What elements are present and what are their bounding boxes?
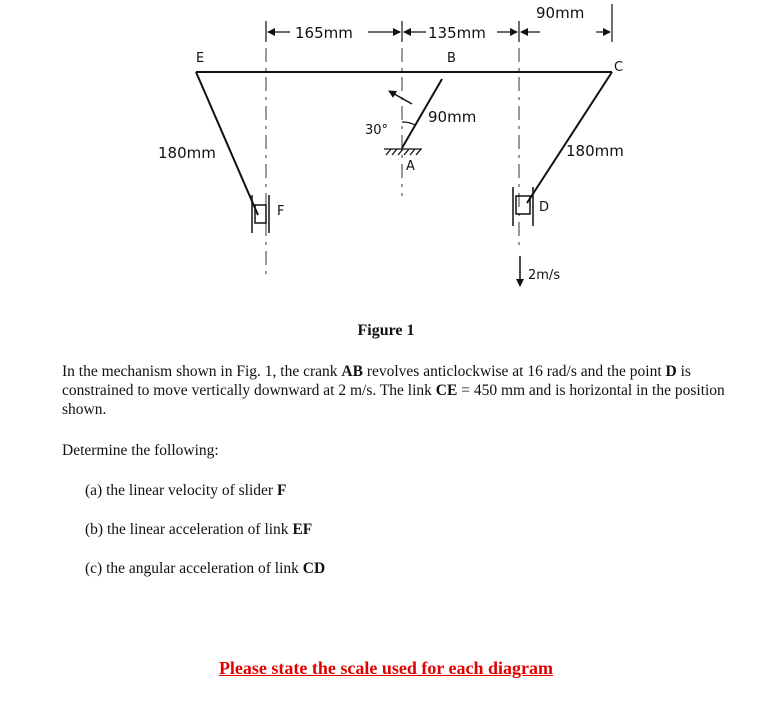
question-b-text: (b) the linear acceleration of link xyxy=(85,521,293,538)
question-a-bold: F xyxy=(276,482,287,499)
dim-cd-label: 180mm xyxy=(566,142,624,160)
question-c-text: (c) the angular acceleration of link xyxy=(85,560,303,577)
point-f-label: F xyxy=(277,204,285,219)
question-a-text: (a) the linear velocity of slider xyxy=(85,482,277,499)
angle-label: 30° xyxy=(365,123,389,138)
dim-crank-label: 90mm xyxy=(428,108,477,126)
problem-statement xyxy=(62,362,738,419)
angle-arc xyxy=(402,122,415,125)
slider-d xyxy=(513,187,533,226)
dim-90-top-label: 90mm xyxy=(536,4,585,22)
problem-text-1: In the mechanism shown in Fig. 1, the crank xyxy=(62,363,342,380)
velocity-d-label: 2m/s xyxy=(528,268,561,283)
center-lines xyxy=(266,48,519,276)
problem-text-4: = 450 mm and is horizontal in the position shown. xyxy=(62,382,725,418)
point-c-label: C xyxy=(614,60,624,75)
link-cd xyxy=(527,72,612,203)
figure-caption: Figure 1 xyxy=(357,322,415,339)
question-a xyxy=(85,482,286,500)
point-a-label: A xyxy=(406,159,415,174)
point-d-label: D xyxy=(539,200,550,215)
dim-ef-label: 180mm xyxy=(158,144,216,162)
link-ab-ref: AB xyxy=(341,363,363,380)
determine-heading: Determine the following: xyxy=(62,442,219,459)
problem-text-3: is constrained to move vertically downward at 2 m/s. The link xyxy=(62,363,691,399)
question-b xyxy=(85,521,312,539)
question-b-bold: EF xyxy=(292,521,313,538)
point-d-ref: D xyxy=(665,363,677,380)
question-c-bold: CD xyxy=(302,560,326,577)
point-b-label: B xyxy=(447,51,456,66)
crank-arrow xyxy=(389,91,412,104)
question-c xyxy=(85,560,325,578)
ground-a xyxy=(384,149,422,155)
scale-note: Please state the scale used for each diagram xyxy=(218,658,554,678)
mechanism-figure xyxy=(0,0,772,320)
dim-135-label: 135mm xyxy=(428,24,486,42)
point-e-label: E xyxy=(196,51,205,66)
problem-text-2: revolves anticlockwise at 16 rad/s and the point xyxy=(362,363,666,380)
link-ce-ref: CE xyxy=(435,382,458,399)
dim-165-label: 165mm xyxy=(295,24,353,42)
